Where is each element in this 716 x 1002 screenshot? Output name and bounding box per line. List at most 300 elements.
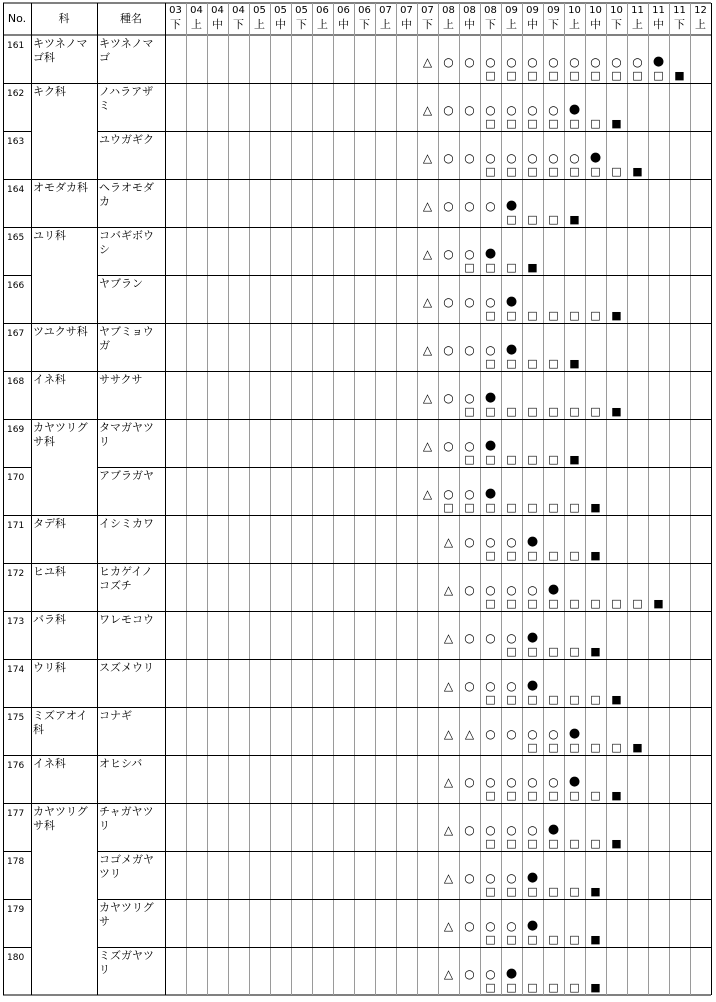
header-period: 上 bbox=[317, 18, 328, 31]
header-month: 05 bbox=[274, 5, 287, 16]
stage-mark-f: ● bbox=[526, 678, 539, 693]
stage-mark-f: ● bbox=[484, 438, 497, 453]
stage-box-sq: □ bbox=[569, 117, 580, 130]
stage-mark-o: ○ bbox=[464, 151, 475, 165]
header-month: 06 bbox=[358, 5, 371, 16]
stage-mark-o: ○ bbox=[485, 151, 496, 165]
header-month: 04 bbox=[190, 5, 203, 16]
stage-box-sq: □ bbox=[527, 117, 538, 130]
stage-box-sq: □ bbox=[443, 501, 454, 514]
stage-box-sq: □ bbox=[548, 501, 559, 514]
stage-box-sq: □ bbox=[485, 837, 496, 850]
stage-box-sq: □ bbox=[611, 741, 622, 754]
header-period: 上 bbox=[695, 18, 706, 31]
stage-mark-tri: △ bbox=[443, 679, 454, 693]
stage-mark-o: ○ bbox=[464, 487, 475, 501]
header-no: No. bbox=[7, 12, 27, 25]
stage-mark-o: ○ bbox=[443, 487, 454, 501]
stage-box-sq: □ bbox=[569, 933, 580, 946]
header-period: 中 bbox=[401, 18, 412, 31]
row-family: カヤツリグサ科 bbox=[33, 421, 88, 448]
row-species: コゴメガヤツリ bbox=[99, 853, 154, 880]
stage-mark-tri: △ bbox=[422, 55, 433, 69]
stage-box-sq: □ bbox=[485, 309, 496, 322]
stage-box-sq: □ bbox=[569, 597, 580, 610]
header-month: 11 bbox=[652, 5, 665, 16]
stage-box-sq: □ bbox=[464, 405, 475, 418]
stage-mark-o: ○ bbox=[443, 391, 454, 405]
stage-mark-f: ● bbox=[526, 534, 539, 549]
stage-mark-tri: △ bbox=[443, 727, 454, 741]
stage-box-fsq: ■ bbox=[569, 453, 580, 466]
row-species: スズメウリ bbox=[99, 661, 154, 674]
stage-box-sq: □ bbox=[485, 69, 496, 82]
header-period: 中 bbox=[338, 18, 349, 31]
stage-box-sq: □ bbox=[527, 501, 538, 514]
stage-box-sq: □ bbox=[590, 165, 601, 178]
stage-box-sq: □ bbox=[485, 357, 496, 370]
header-month: 07 bbox=[379, 5, 392, 16]
header-month: 08 bbox=[442, 5, 455, 16]
stage-box-sq: □ bbox=[548, 837, 559, 850]
stage-box-sq: □ bbox=[590, 405, 601, 418]
stage-mark-tri: △ bbox=[422, 295, 433, 309]
stage-mark-o: ○ bbox=[485, 535, 496, 549]
stage-box-sq: □ bbox=[527, 357, 538, 370]
stage-box-sq: □ bbox=[485, 405, 496, 418]
stage-box-sq: □ bbox=[590, 69, 601, 82]
stage-box-sq: □ bbox=[485, 117, 496, 130]
stage-box-sq: □ bbox=[464, 501, 475, 514]
stage-box-sq: □ bbox=[590, 597, 601, 610]
header-period: 中 bbox=[212, 18, 223, 31]
stage-mark-o: ○ bbox=[632, 55, 643, 69]
stage-box-fsq: ■ bbox=[674, 69, 685, 82]
stage-box-sq: □ bbox=[506, 693, 517, 706]
stage-box-sq: □ bbox=[548, 213, 559, 226]
row-family: イネ科 bbox=[33, 373, 66, 386]
stage-mark-f: ● bbox=[526, 630, 539, 645]
header-period: 上 bbox=[380, 18, 391, 31]
stage-mark-o: ○ bbox=[485, 967, 496, 981]
row-species: チャガヤツリ bbox=[99, 805, 154, 832]
row-number: 171 bbox=[7, 521, 25, 531]
row-species: コバギボウシ bbox=[99, 229, 154, 256]
header-month: 08 bbox=[463, 5, 476, 16]
header-month: 06 bbox=[337, 5, 350, 16]
stage-mark-tri: △ bbox=[422, 103, 433, 117]
header-period: 下 bbox=[359, 18, 370, 31]
stage-mark-o: ○ bbox=[569, 55, 580, 69]
stage-box-fsq: ■ bbox=[590, 501, 601, 514]
stage-box-sq: □ bbox=[506, 213, 517, 226]
header-month: 08 bbox=[484, 5, 497, 16]
stage-box-sq: □ bbox=[527, 309, 538, 322]
stage-mark-f: ● bbox=[652, 54, 665, 69]
stage-box-sq: □ bbox=[653, 69, 664, 82]
row-species: ワレモコウ bbox=[99, 613, 154, 626]
row-family: タデ科 bbox=[33, 517, 66, 530]
stage-mark-f: ● bbox=[484, 486, 497, 501]
row-species: オヒシバ bbox=[99, 757, 143, 770]
stage-mark-f: ● bbox=[568, 774, 581, 789]
stage-box-sq: □ bbox=[464, 261, 475, 274]
row-number: 167 bbox=[7, 329, 25, 339]
stage-box-fsq: ■ bbox=[611, 789, 622, 802]
row-species: ユウガギク bbox=[99, 133, 154, 146]
stage-box-sq: □ bbox=[548, 981, 559, 994]
header-month: 11 bbox=[631, 5, 644, 16]
header-period: 中 bbox=[275, 18, 286, 31]
row-number: 170 bbox=[7, 473, 25, 483]
stage-box-sq: □ bbox=[527, 837, 538, 850]
stage-mark-o: ○ bbox=[506, 871, 517, 885]
stage-box-sq: □ bbox=[548, 597, 559, 610]
header-month: 04 bbox=[211, 5, 224, 16]
stage-box-sq: □ bbox=[590, 741, 601, 754]
stage-mark-f: ● bbox=[547, 822, 560, 837]
header-period: 中 bbox=[653, 18, 664, 31]
stage-mark-f: ● bbox=[505, 294, 518, 309]
stage-box-sq: □ bbox=[527, 933, 538, 946]
stage-mark-tri: △ bbox=[422, 439, 433, 453]
stage-box-sq: □ bbox=[590, 789, 601, 802]
stage-mark-o: ○ bbox=[485, 343, 496, 357]
stage-mark-o: ○ bbox=[527, 103, 538, 117]
header-month: 03 bbox=[169, 5, 182, 16]
row-number: 161 bbox=[7, 41, 25, 51]
header-species: 種名 bbox=[120, 12, 142, 25]
stage-mark-o: ○ bbox=[464, 871, 475, 885]
row-family: ユリ科 bbox=[33, 229, 66, 242]
row-number: 175 bbox=[7, 713, 25, 723]
stage-box-sq: □ bbox=[569, 885, 580, 898]
stage-mark-f: ● bbox=[547, 582, 560, 597]
stage-box-sq: □ bbox=[569, 837, 580, 850]
stage-box-sq: □ bbox=[611, 165, 622, 178]
stage-mark-f: ● bbox=[484, 390, 497, 405]
row-family: キツネノマゴ科 bbox=[33, 37, 88, 64]
stage-mark-tri: △ bbox=[422, 247, 433, 261]
stage-mark-o: ○ bbox=[464, 967, 475, 981]
stage-mark-o: ○ bbox=[506, 631, 517, 645]
stage-mark-o: ○ bbox=[464, 679, 475, 693]
stage-mark-o: ○ bbox=[506, 775, 517, 789]
stage-mark-tri: △ bbox=[422, 391, 433, 405]
stage-mark-o: ○ bbox=[527, 55, 538, 69]
stage-mark-tri: △ bbox=[443, 871, 454, 885]
stage-mark-o: ○ bbox=[569, 151, 580, 165]
stage-mark-tri: △ bbox=[443, 775, 454, 789]
stage-mark-o: ○ bbox=[464, 775, 475, 789]
row-number: 168 bbox=[7, 377, 25, 387]
stage-mark-o: ○ bbox=[485, 823, 496, 837]
stage-mark-tri: △ bbox=[443, 919, 454, 933]
stage-mark-o: ○ bbox=[464, 823, 475, 837]
stage-mark-o: ○ bbox=[443, 55, 454, 69]
header-month: 12 bbox=[694, 5, 707, 16]
stage-mark-o: ○ bbox=[464, 631, 475, 645]
header-month: 09 bbox=[547, 5, 560, 16]
row-number: 166 bbox=[7, 281, 25, 291]
stage-mark-o: ○ bbox=[506, 823, 517, 837]
row-number: 165 bbox=[7, 233, 25, 243]
stage-box-sq: □ bbox=[548, 165, 559, 178]
header-period: 下 bbox=[233, 18, 244, 31]
stage-box-fsq: ■ bbox=[590, 645, 601, 658]
stage-mark-o: ○ bbox=[548, 55, 559, 69]
stage-box-sq: □ bbox=[527, 645, 538, 658]
row-species: ササクサ bbox=[99, 373, 143, 386]
row-species: ヒカゲイノコズチ bbox=[99, 565, 153, 592]
stage-box-sq: □ bbox=[548, 453, 559, 466]
stage-mark-f: ● bbox=[484, 246, 497, 261]
header-period: 下 bbox=[170, 18, 181, 31]
stage-mark-o: ○ bbox=[443, 151, 454, 165]
stage-mark-o: ○ bbox=[464, 343, 475, 357]
header-period: 下 bbox=[422, 18, 433, 31]
stage-box-sq: □ bbox=[527, 213, 538, 226]
stage-mark-o: ○ bbox=[443, 295, 454, 309]
row-species: コナギ bbox=[99, 709, 132, 722]
stage-box-fsq: ■ bbox=[590, 981, 601, 994]
stage-mark-o: ○ bbox=[611, 55, 622, 69]
stage-mark-o: ○ bbox=[443, 103, 454, 117]
row-number: 169 bbox=[7, 425, 25, 435]
stage-box-sq: □ bbox=[548, 549, 559, 562]
header-month: 06 bbox=[316, 5, 329, 16]
header-period: 上 bbox=[632, 18, 643, 31]
stage-mark-o: ○ bbox=[506, 535, 517, 549]
stage-mark-f: ● bbox=[589, 150, 602, 165]
stage-box-sq: □ bbox=[548, 741, 559, 754]
stage-mark-o: ○ bbox=[485, 583, 496, 597]
row-family: イネ科 bbox=[33, 757, 66, 770]
row-number: 179 bbox=[7, 905, 25, 915]
row-number: 176 bbox=[7, 761, 25, 771]
stage-box-sq: □ bbox=[569, 309, 580, 322]
header-period: 中 bbox=[464, 18, 475, 31]
stage-mark-tri: △ bbox=[422, 199, 433, 213]
stage-mark-o: ○ bbox=[485, 919, 496, 933]
stage-mark-o: ○ bbox=[506, 151, 517, 165]
stage-mark-o: ○ bbox=[527, 727, 538, 741]
stage-box-sq: □ bbox=[527, 549, 538, 562]
header-month: 05 bbox=[295, 5, 308, 16]
stage-box-sq: □ bbox=[527, 597, 538, 610]
row-species: ヘラオモダカ bbox=[99, 181, 154, 208]
stage-box-sq: □ bbox=[548, 357, 559, 370]
stage-box-fsq: ■ bbox=[611, 693, 622, 706]
header-period: 上 bbox=[254, 18, 265, 31]
stage-mark-o: ○ bbox=[443, 247, 454, 261]
header-month: 09 bbox=[505, 5, 518, 16]
stage-box-fsq: ■ bbox=[653, 597, 664, 610]
row-species: ミズガヤツリ bbox=[99, 949, 154, 976]
header-period: 下 bbox=[548, 18, 559, 31]
stage-box-sq: □ bbox=[611, 69, 622, 82]
row-number: 173 bbox=[7, 617, 25, 627]
stage-mark-o: ○ bbox=[590, 55, 601, 69]
stage-box-fsq: ■ bbox=[569, 357, 580, 370]
stage-mark-o: ○ bbox=[464, 55, 475, 69]
row-family: ウリ科 bbox=[33, 661, 66, 674]
header-month: 04 bbox=[232, 5, 245, 16]
stage-box-sq: □ bbox=[569, 501, 580, 514]
stage-mark-o: ○ bbox=[443, 439, 454, 453]
stage-box-sq: □ bbox=[527, 981, 538, 994]
stage-mark-o: ○ bbox=[464, 439, 475, 453]
row-species: ノハラアザミ bbox=[99, 85, 154, 112]
row-number: 162 bbox=[7, 89, 25, 99]
stage-box-sq: □ bbox=[548, 405, 559, 418]
stage-mark-f: ● bbox=[526, 918, 539, 933]
stage-box-fsq: ■ bbox=[611, 309, 622, 322]
stage-box-sq: □ bbox=[506, 933, 517, 946]
header-period: 下 bbox=[674, 18, 685, 31]
stage-mark-f: ● bbox=[505, 198, 518, 213]
stage-box-sq: □ bbox=[548, 933, 559, 946]
stage-box-sq: □ bbox=[464, 453, 475, 466]
stage-box-sq: □ bbox=[569, 741, 580, 754]
stage-box-sq: □ bbox=[590, 309, 601, 322]
stage-box-sq: □ bbox=[506, 453, 517, 466]
stage-box-sq: □ bbox=[569, 645, 580, 658]
stage-box-sq: □ bbox=[548, 693, 559, 706]
stage-mark-o: ○ bbox=[485, 199, 496, 213]
stage-box-sq: □ bbox=[485, 501, 496, 514]
header-period: 上 bbox=[506, 18, 517, 31]
row-species: キツネノマゴ bbox=[99, 37, 154, 64]
stage-mark-o: ○ bbox=[506, 103, 517, 117]
stage-box-fsq: ■ bbox=[569, 213, 580, 226]
row-number: 164 bbox=[7, 185, 25, 195]
stage-box-sq: □ bbox=[485, 165, 496, 178]
header-period: 上 bbox=[569, 18, 580, 31]
stage-mark-o: ○ bbox=[506, 727, 517, 741]
stage-mark-o: ○ bbox=[485, 871, 496, 885]
stage-box-fsq: ■ bbox=[632, 165, 643, 178]
stage-box-sq: □ bbox=[527, 693, 538, 706]
stage-mark-o: ○ bbox=[485, 103, 496, 117]
stage-mark-o: ○ bbox=[464, 247, 475, 261]
stage-box-sq: □ bbox=[527, 885, 538, 898]
stage-mark-f: ● bbox=[568, 102, 581, 117]
stage-mark-o: ○ bbox=[464, 103, 475, 117]
stage-box-sq: □ bbox=[548, 645, 559, 658]
stage-mark-o: ○ bbox=[443, 343, 454, 357]
header-family: 科 bbox=[58, 12, 70, 25]
stage-box-sq: □ bbox=[527, 405, 538, 418]
row-species: タマガヤツリ bbox=[99, 421, 154, 448]
stage-mark-f: ● bbox=[505, 342, 518, 357]
stage-mark-tri: △ bbox=[422, 487, 433, 501]
stage-box-sq: □ bbox=[569, 165, 580, 178]
stage-box-sq: □ bbox=[548, 117, 559, 130]
row-family: キク科 bbox=[33, 85, 66, 98]
stage-box-sq: □ bbox=[506, 885, 517, 898]
stage-mark-tri: △ bbox=[464, 727, 475, 741]
stage-box-sq: □ bbox=[527, 165, 538, 178]
stage-box-sq: □ bbox=[506, 789, 517, 802]
stage-box-sq: □ bbox=[527, 741, 538, 754]
header-period: 上 bbox=[191, 18, 202, 31]
stage-box-sq: □ bbox=[485, 261, 496, 274]
header-period: 下 bbox=[296, 18, 307, 31]
stage-box-sq: □ bbox=[590, 117, 601, 130]
row-number: 177 bbox=[7, 809, 25, 819]
stage-box-fsq: ■ bbox=[527, 261, 538, 274]
stage-box-sq: □ bbox=[506, 981, 517, 994]
stage-box-sq: □ bbox=[506, 117, 517, 130]
stage-mark-o: ○ bbox=[548, 103, 559, 117]
stage-mark-o: ○ bbox=[464, 199, 475, 213]
stage-box-sq: □ bbox=[590, 837, 601, 850]
header-month: 07 bbox=[421, 5, 434, 16]
header-month: 09 bbox=[526, 5, 539, 16]
stage-mark-f: ● bbox=[568, 726, 581, 741]
header-month: 10 bbox=[610, 5, 623, 16]
row-number: 163 bbox=[7, 137, 25, 147]
stage-mark-tri: △ bbox=[443, 823, 454, 837]
stage-box-fsq: ■ bbox=[632, 741, 643, 754]
row-family: オモダカ科 bbox=[33, 181, 88, 194]
row-family: ミズアオイ科 bbox=[33, 709, 88, 736]
stage-mark-o: ○ bbox=[527, 583, 538, 597]
stage-box-fsq: ■ bbox=[611, 405, 622, 418]
row-species: カヤツリグサ bbox=[99, 901, 154, 928]
stage-mark-o: ○ bbox=[485, 631, 496, 645]
stage-mark-o: ○ bbox=[464, 535, 475, 549]
stage-box-fsq: ■ bbox=[590, 885, 601, 898]
stage-mark-o: ○ bbox=[485, 679, 496, 693]
stage-box-sq: □ bbox=[569, 405, 580, 418]
stage-mark-o: ○ bbox=[464, 583, 475, 597]
stage-box-fsq: ■ bbox=[590, 549, 601, 562]
stage-mark-o: ○ bbox=[506, 919, 517, 933]
row-family: カヤツリグサ科 bbox=[33, 805, 88, 832]
stage-mark-o: ○ bbox=[464, 391, 475, 405]
header-month: 11 bbox=[673, 5, 686, 16]
stage-box-sq: □ bbox=[506, 549, 517, 562]
stage-mark-o: ○ bbox=[464, 919, 475, 933]
row-species: ヤブラン bbox=[99, 277, 143, 290]
stage-box-sq: □ bbox=[485, 549, 496, 562]
stage-mark-o: ○ bbox=[506, 679, 517, 693]
row-number: 178 bbox=[7, 857, 25, 867]
row-number: 180 bbox=[7, 953, 25, 963]
stage-box-sq: □ bbox=[506, 597, 517, 610]
header-month: 10 bbox=[589, 5, 602, 16]
stage-mark-o: ○ bbox=[548, 151, 559, 165]
stage-box-sq: □ bbox=[569, 549, 580, 562]
stage-box-sq: □ bbox=[485, 933, 496, 946]
stage-mark-o: ○ bbox=[527, 823, 538, 837]
stage-box-sq: □ bbox=[506, 501, 517, 514]
header-period: 下 bbox=[485, 18, 496, 31]
stage-mark-o: ○ bbox=[485, 727, 496, 741]
stage-mark-o: ○ bbox=[443, 199, 454, 213]
stage-mark-o: ○ bbox=[527, 151, 538, 165]
stage-box-sq: □ bbox=[506, 165, 517, 178]
stage-mark-f: ● bbox=[526, 870, 539, 885]
stage-box-sq: □ bbox=[506, 261, 517, 274]
stage-box-sq: □ bbox=[527, 453, 538, 466]
stage-box-sq: □ bbox=[485, 885, 496, 898]
stage-box-sq: □ bbox=[590, 693, 601, 706]
stage-box-sq: □ bbox=[527, 69, 538, 82]
stage-mark-o: ○ bbox=[506, 583, 517, 597]
